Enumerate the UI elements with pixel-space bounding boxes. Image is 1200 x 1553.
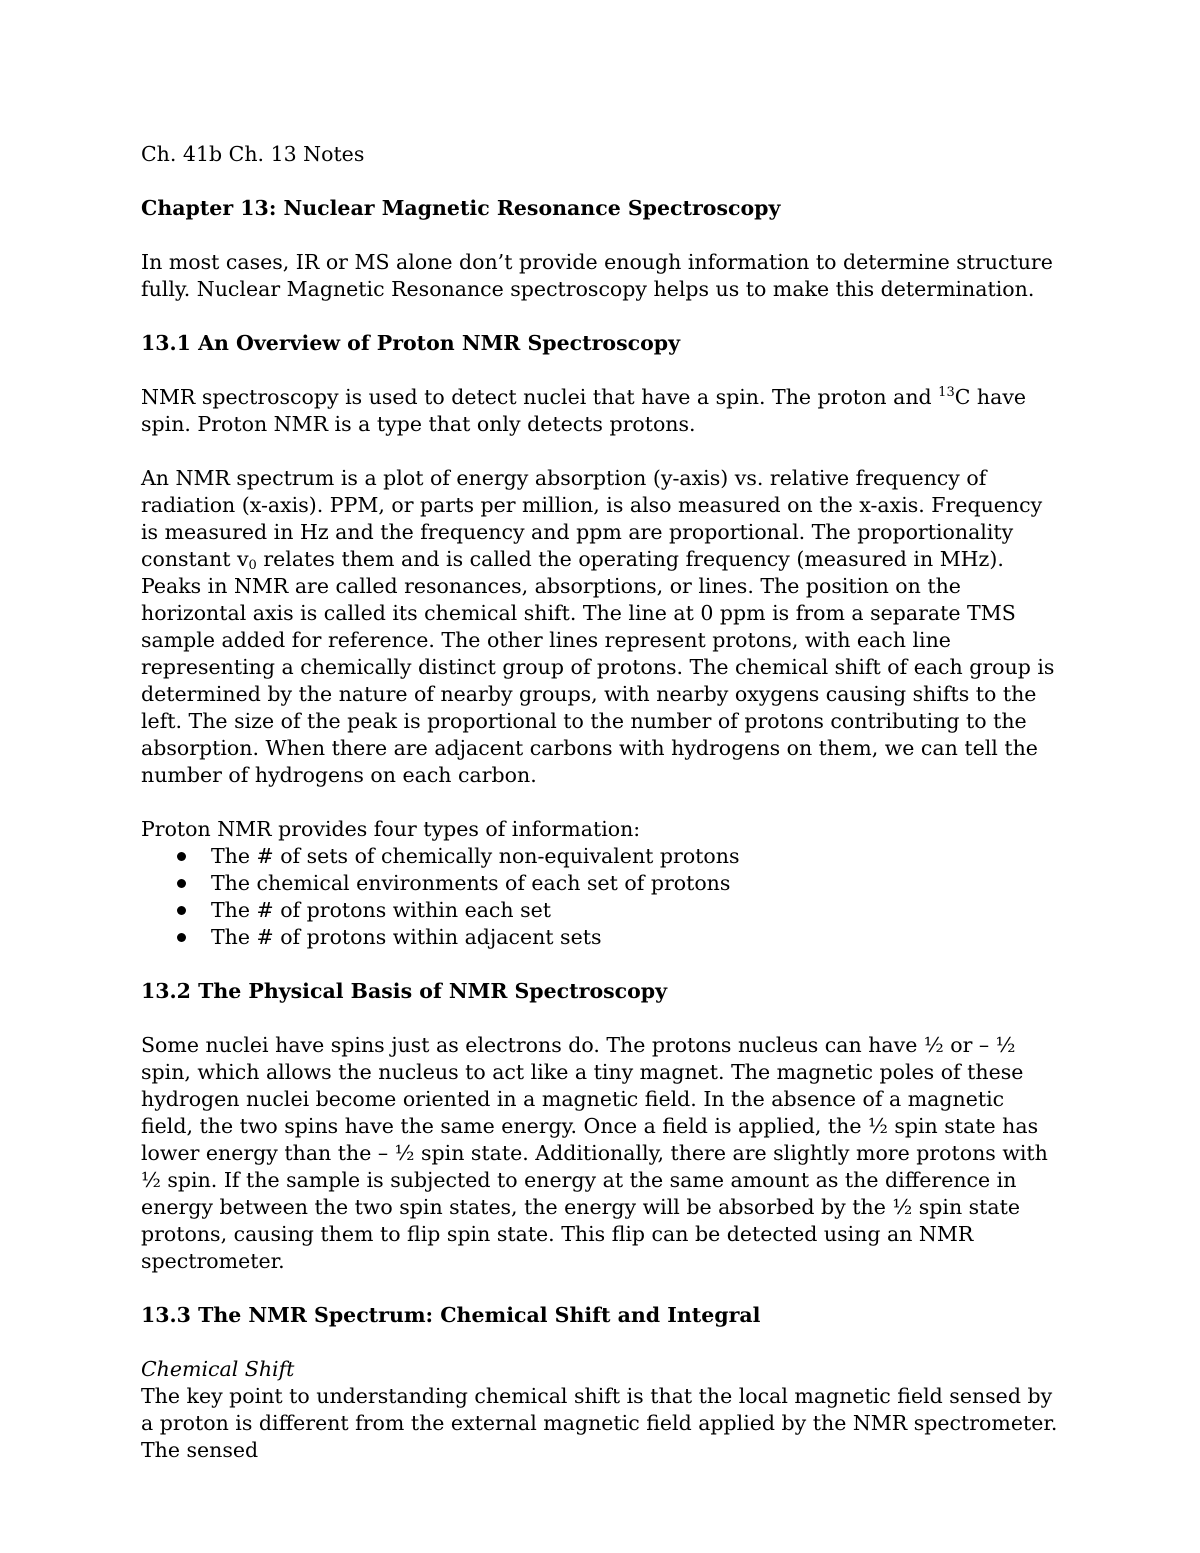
paragraph-text: relates them and is called the operating frequency (measured in MHz). Peaks in NMR are called resonances, absorptions, or lines. The position on the horizontal axis is called its chemical shift. The line at 0 ppm is from a separate TMS sample added for reference. The other lines represent protons, with each line representing a chemically distinct group of protons. The chemical shift of each group is determined by the nature of nearby groups, with nearby oxygens causing shifts to the left. The size of the peak is proportional to the number of protons contributing to the absorption. When there are adjacent carbons with hydrogens on them, we can tell the number of hydrogens on each carbon. (141, 547, 1055, 787)
paragraph-text: C have spin. Proton NMR is a type that only detects protons. (141, 385, 1027, 436)
section-13-1-heading: 13.1 An Overview of Proton NMR Spectroscopy (141, 331, 681, 355)
bullet-icon (177, 879, 186, 888)
section-13-2-paragraph-1: Some nuclei have spins just as electrons do. The protons nucleus can have ½ or – ½ spin, which allows the nucleus to act like a tiny magnet. The magnetic poles of these hydrogen nuclei become oriented in a magnetic field. In the absence of a magnetic field, the two spins have the same energy. Once a field is applied, the ½ spin state has lower energy than the – ½ spin state. Additionally, there are slightly more protons with ½ spin. If the sample is subjected to energy at the same amount as the difference in energy between the two spin states, the energy will be absorbed by the ½ spin state protons, causing them to flip spin state. This flip can be detected using an NMR spectrometer. (141, 1033, 1048, 1273)
chapter-title: Chapter 13: Nuclear Magnetic Resonance Spectroscopy (141, 196, 781, 220)
list-item (141, 897, 1061, 924)
list-item-text: The # of protons within adjacent sets (211, 925, 602, 949)
list-item (141, 870, 1061, 897)
superscript-mass-number: 13 (938, 385, 955, 400)
list-intro: Proton NMR provides four types of information: (141, 817, 641, 841)
list-item-text: The chemical environments of each set of protons (211, 871, 731, 895)
bullet-icon (177, 933, 186, 942)
section-13-3-paragraph-1: The key point to understanding chemical shift is that the local magnetic field sensed by a proton is different from the external magnetic field applied by the NMR spectrometer. The sensed (141, 1384, 1058, 1462)
information-list (141, 843, 1061, 951)
document-page (141, 141, 1061, 1464)
bullet-icon (177, 906, 186, 915)
list-item (141, 924, 1061, 951)
paragraph-text: NMR spectroscopy is used to detect nuclei that have a spin. The proton and (141, 385, 939, 409)
section-13-1-paragraph-2 (141, 465, 1061, 789)
section-13-3-heading: 13.3 The NMR Spectrum: Chemical Shift and Integral (141, 1303, 761, 1327)
subscript-zero: 0 (248, 558, 257, 573)
document-header: Ch. 41b Ch. 13 Notes (141, 142, 365, 166)
list-item-text: The # of protons within each set (211, 898, 552, 922)
section-13-2-heading: 13.2 The Physical Basis of NMR Spectroscopy (141, 979, 668, 1003)
list-item (141, 843, 1061, 870)
list-item-text: The # of sets of chemically non-equivalent protons (211, 844, 740, 868)
section-13-1-paragraph-1 (141, 384, 1061, 438)
chemical-shift-subheading: Chemical Shift (141, 1357, 295, 1381)
paragraph-text: An NMR spectrum is a plot of energy absorption (y-axis) vs. relative frequency of radiation (x-axis). PPM, or parts per million, is also measured on the x-axis. Frequency is measured in Hz and the frequency and ppm are proportional. The proportionality constant v (141, 466, 1043, 571)
bullet-icon (177, 852, 186, 861)
intro-paragraph: In most cases, IR or MS alone don’t provide enough information to determine structure fully. Nuclear Magnetic Resonance spectroscopy helps us to make this determination. (141, 250, 1053, 301)
